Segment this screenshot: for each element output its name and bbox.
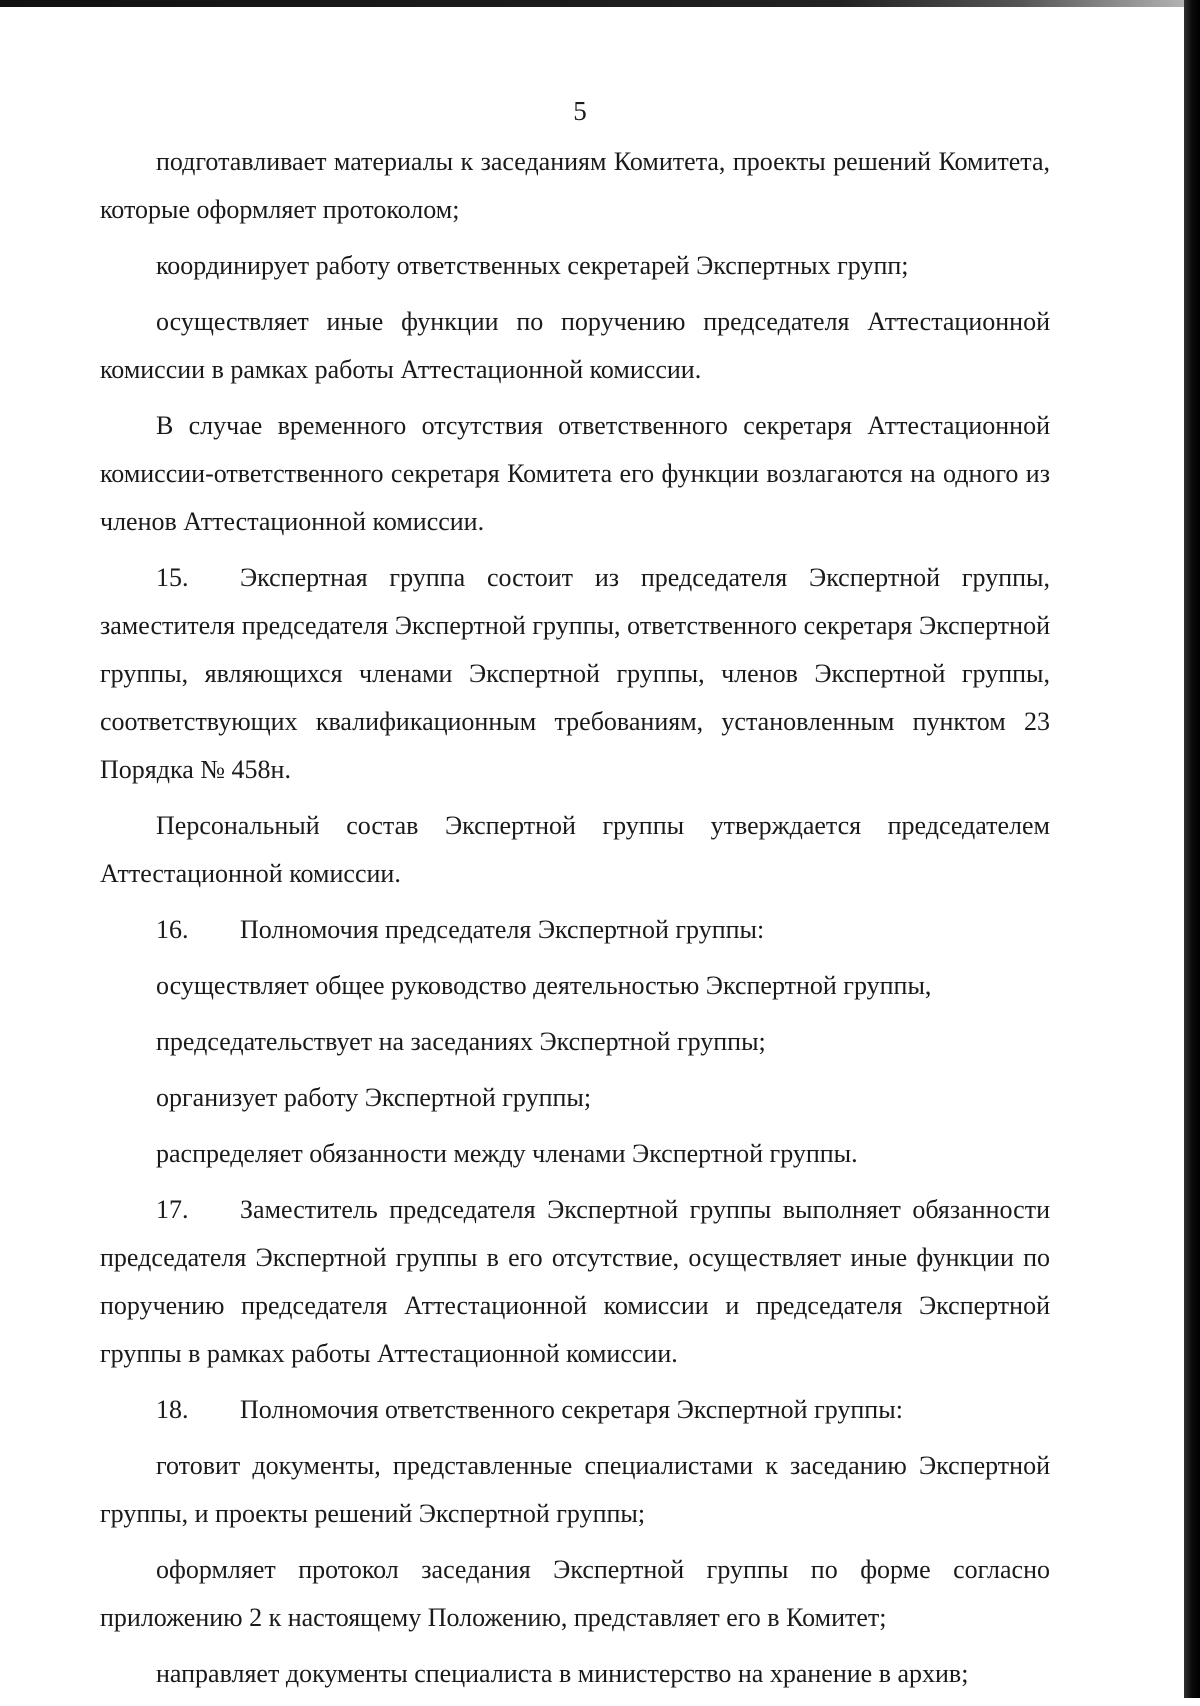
paragraph: осуществляет иные функции по поручению председателя Аттестационной комиссии в рамках работы Аттестационной комиссии.: [100, 307, 1050, 384]
paragraph: В случае временного отсутствия ответственного секретаря Аттестационной комиссии-ответственного секретаря Комитета его функции возлагаются на одного из членов Аттестационной комиссии.: [100, 411, 1050, 536]
numbered-paragraph: [100, 1186, 1050, 1378]
paragraph-number: 16.: [156, 915, 189, 944]
paragraph-text: Полномочия председателя Экспертной группы:: [240, 915, 765, 944]
paragraph-text: Заместитель председателя Экспертной группы выполняет обязанности председателя Экспертной группы в его отсутствие, осуществляет иные функции по поручению председателя Аттестационной комиссии и председателя Экспертной группы в рамках работы Аттестационной комиссии.: [100, 1195, 1050, 1368]
scan-edge-right: [1184, 0, 1200, 1698]
paragraph-number: 17.: [156, 1195, 189, 1224]
scan-edge-top: [0, 0, 1200, 7]
document-body: [100, 138, 1050, 1706]
paragraph: распределяет обязанности между членами Экспертной группы.: [156, 1139, 858, 1168]
paragraph-text: Полномочия ответственного секретаря Экспертной группы:: [240, 1395, 903, 1424]
paragraph-number: 18.: [156, 1395, 189, 1424]
numbered-paragraph: [100, 1386, 1050, 1434]
paragraph: председательствует на заседаниях Экспертной группы;: [156, 1027, 766, 1056]
paragraph: осуществляет общее руководство деятельностью Экспертной группы,: [156, 971, 932, 1000]
paragraph: организует работу Экспертной группы;: [156, 1083, 592, 1112]
numbered-paragraph: [100, 554, 1050, 794]
paragraph-number: 15.: [156, 563, 189, 592]
paragraph: координирует работу ответственных секретарей Экспертных групп;: [156, 251, 909, 280]
paragraph: готовит документы, представленные специалистами к заседанию Экспертной группы, и проекты решений Экспертной группы;: [100, 1451, 1050, 1528]
paragraph: направляет документы специалиста в министерство на хранение в архив;: [156, 1659, 969, 1688]
page-number: 5: [573, 96, 587, 126]
paragraph-text: Экспертная группа состоит из председателя Экспертной группы, заместителя председателя Экспертной группы, ответственного секретаря Экспертной группы, являющихся членами Экспертной группы, членов Экспертной группы, соответствующих квалификационным требованиям, установленным пунктом 23 Порядка № 458н.: [100, 563, 1050, 784]
paragraph: оформляет протокол заседания Экспертной группы по форме согласно приложению 2 к настоящему Положению, представляет его в Комитет;: [100, 1555, 1050, 1632]
paragraph: Персональный состав Экспертной группы утверждается председателем Аттестационной комиссии.: [100, 811, 1050, 888]
paragraph: подготавливает материалы к заседаниям Комитета, проекты решений Комитета, которые оформляет протоколом;: [100, 147, 1050, 224]
numbered-paragraph: [100, 906, 1050, 954]
